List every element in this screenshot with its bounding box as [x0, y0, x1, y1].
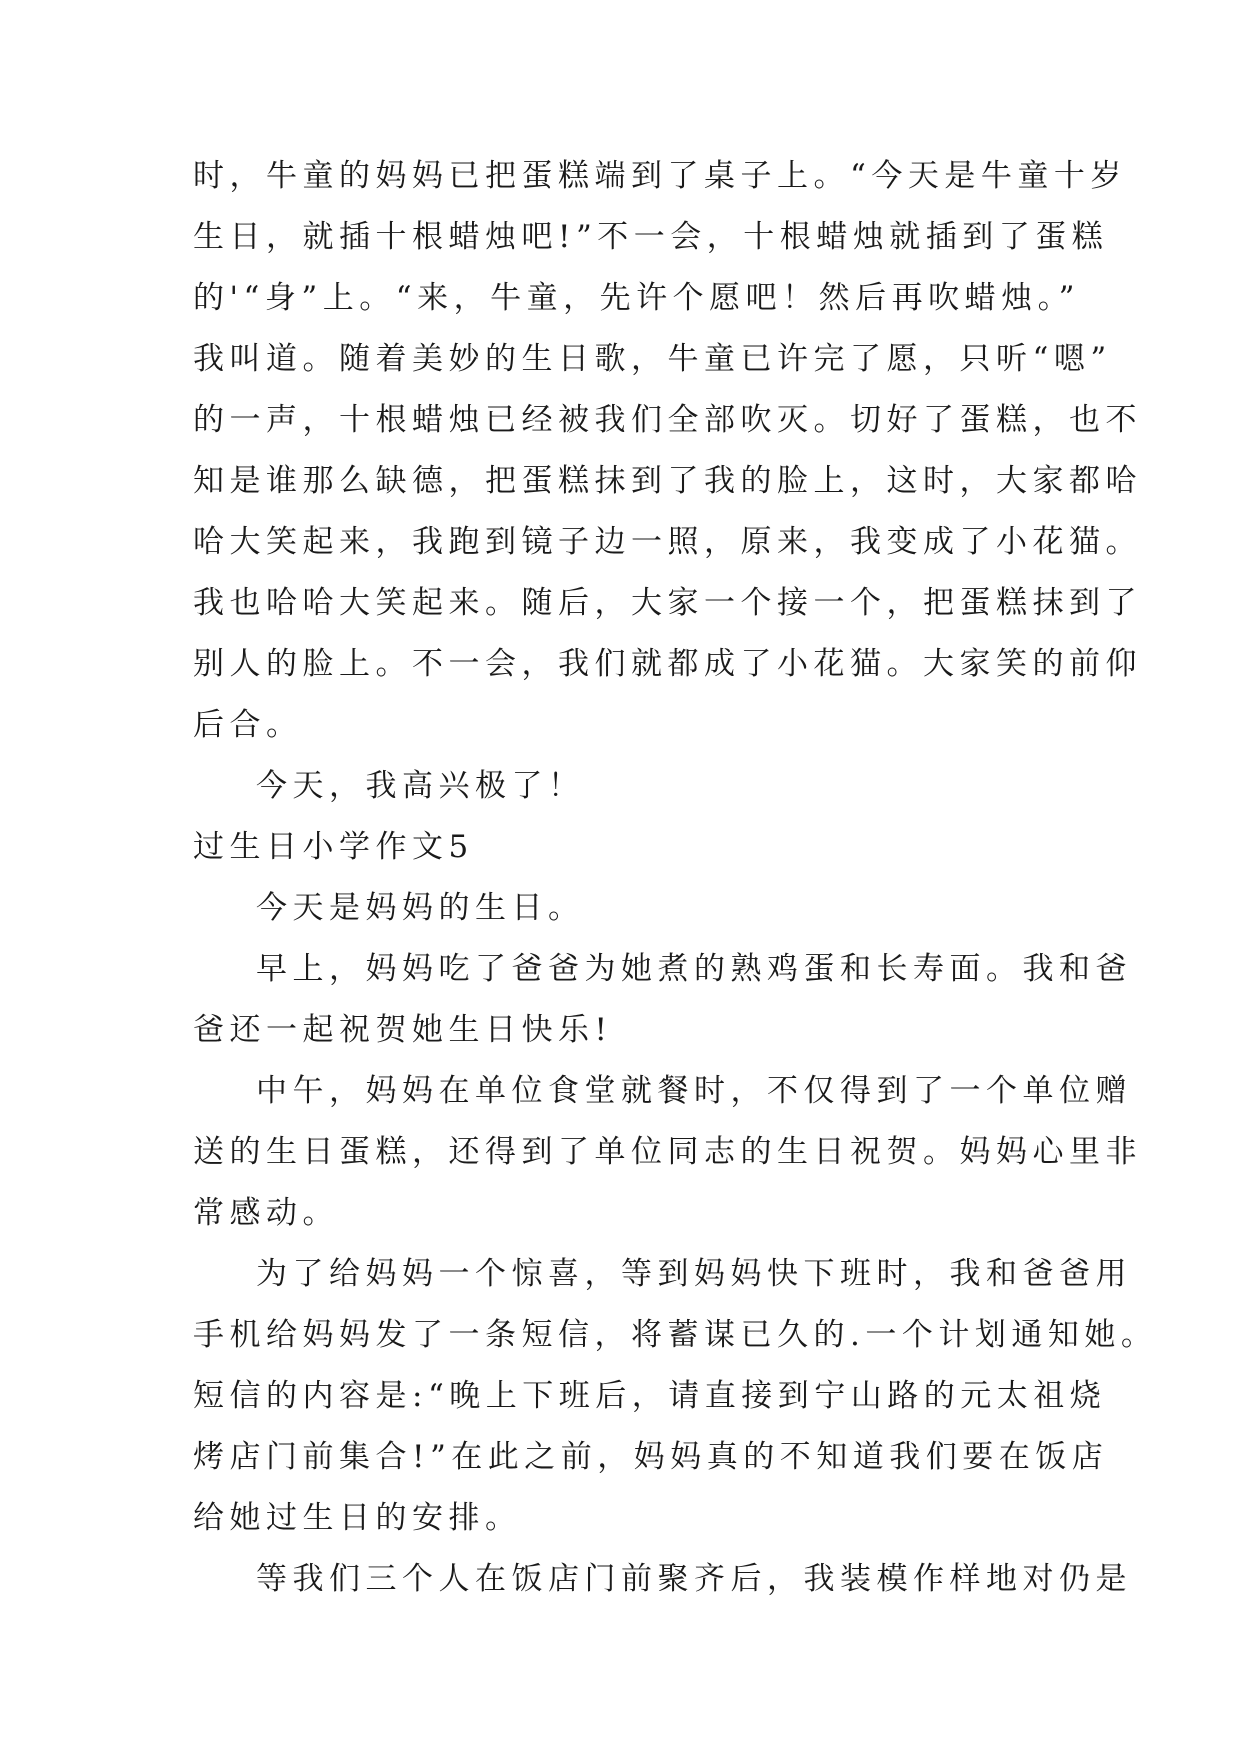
text-line: 烤店门前集合!”在此之前，妈妈真的不知道我们要在饭店 — [193, 1439, 1109, 1475]
text-line: 给她过生日的安排。 — [193, 1500, 522, 1536]
text-line: 短信的内容是:“晚上下班后，请直接到宁山路的元太祖烧 — [193, 1378, 1107, 1414]
text-line: 早上，妈妈吃了爸爸为她煮的熟鸡蛋和长寿面。我和爸 — [256, 951, 1132, 987]
text-line: 的一声，十根蜡烛已经被我们全部吹灭。切好了蛋糕，也不 — [193, 402, 1142, 438]
text-line: 今天，我高兴极了！ — [256, 768, 585, 804]
text-line: 中午，妈妈在单位食堂就餐时，不仅得到了一个单位赠 — [256, 1073, 1132, 1109]
text-line: 为了给妈妈一个惊喜，等到妈妈快下班时，我和爸爸用 — [256, 1256, 1132, 1292]
text-line: 今天是妈妈的生日。 — [256, 890, 585, 926]
text-line: 后合。 — [193, 707, 303, 743]
text-line: 送的生日蛋糕，还得到了单位同志的生日祝贺。妈妈心里非 — [193, 1134, 1142, 1170]
section-heading: 过生日小学作文5 — [193, 829, 474, 865]
text-line: 生日，就插十根蜡烛吧!”不一会，十根蜡烛就插到了蛋糕 — [193, 219, 1109, 255]
text-line: 等我们三个人在饭店门前聚齐后，我装模作样地对仍是 — [256, 1561, 1132, 1597]
text-line: 我叫道。随着美妙的生日歌，牛童已许完了愿，只听“嗯” — [193, 341, 1112, 377]
text-line: 时，牛童的妈妈已把蛋糕端到了桌子上。“今天是牛童十岁 — [193, 158, 1127, 194]
text-line: 我也哈哈大笑起来。随后，大家一个接一个，把蛋糕抹到了 — [193, 585, 1142, 621]
text-line: 哈大笑起来，我跑到镜子边一照，原来，我变成了小花猫。 — [193, 524, 1142, 560]
text-line: 的'“身”上。“来，牛童，先许个愿吧！然后再吹蜡烛。” — [193, 280, 1080, 316]
text-line: 知是谁那么缺德，把蛋糕抹到了我的脸上，这时，大家都哈 — [193, 463, 1142, 499]
text-line: 手机给妈妈发了一条短信，将蓄谋已久的.一个计划通知她。 — [193, 1317, 1158, 1353]
text-line: 别人的脸上。不一会，我们就都成了小花猫。大家笑的前仰 — [193, 646, 1142, 682]
text-line: 爸还一起祝贺她生日快乐! — [193, 1012, 613, 1048]
text-line: 常感动。 — [193, 1195, 339, 1231]
